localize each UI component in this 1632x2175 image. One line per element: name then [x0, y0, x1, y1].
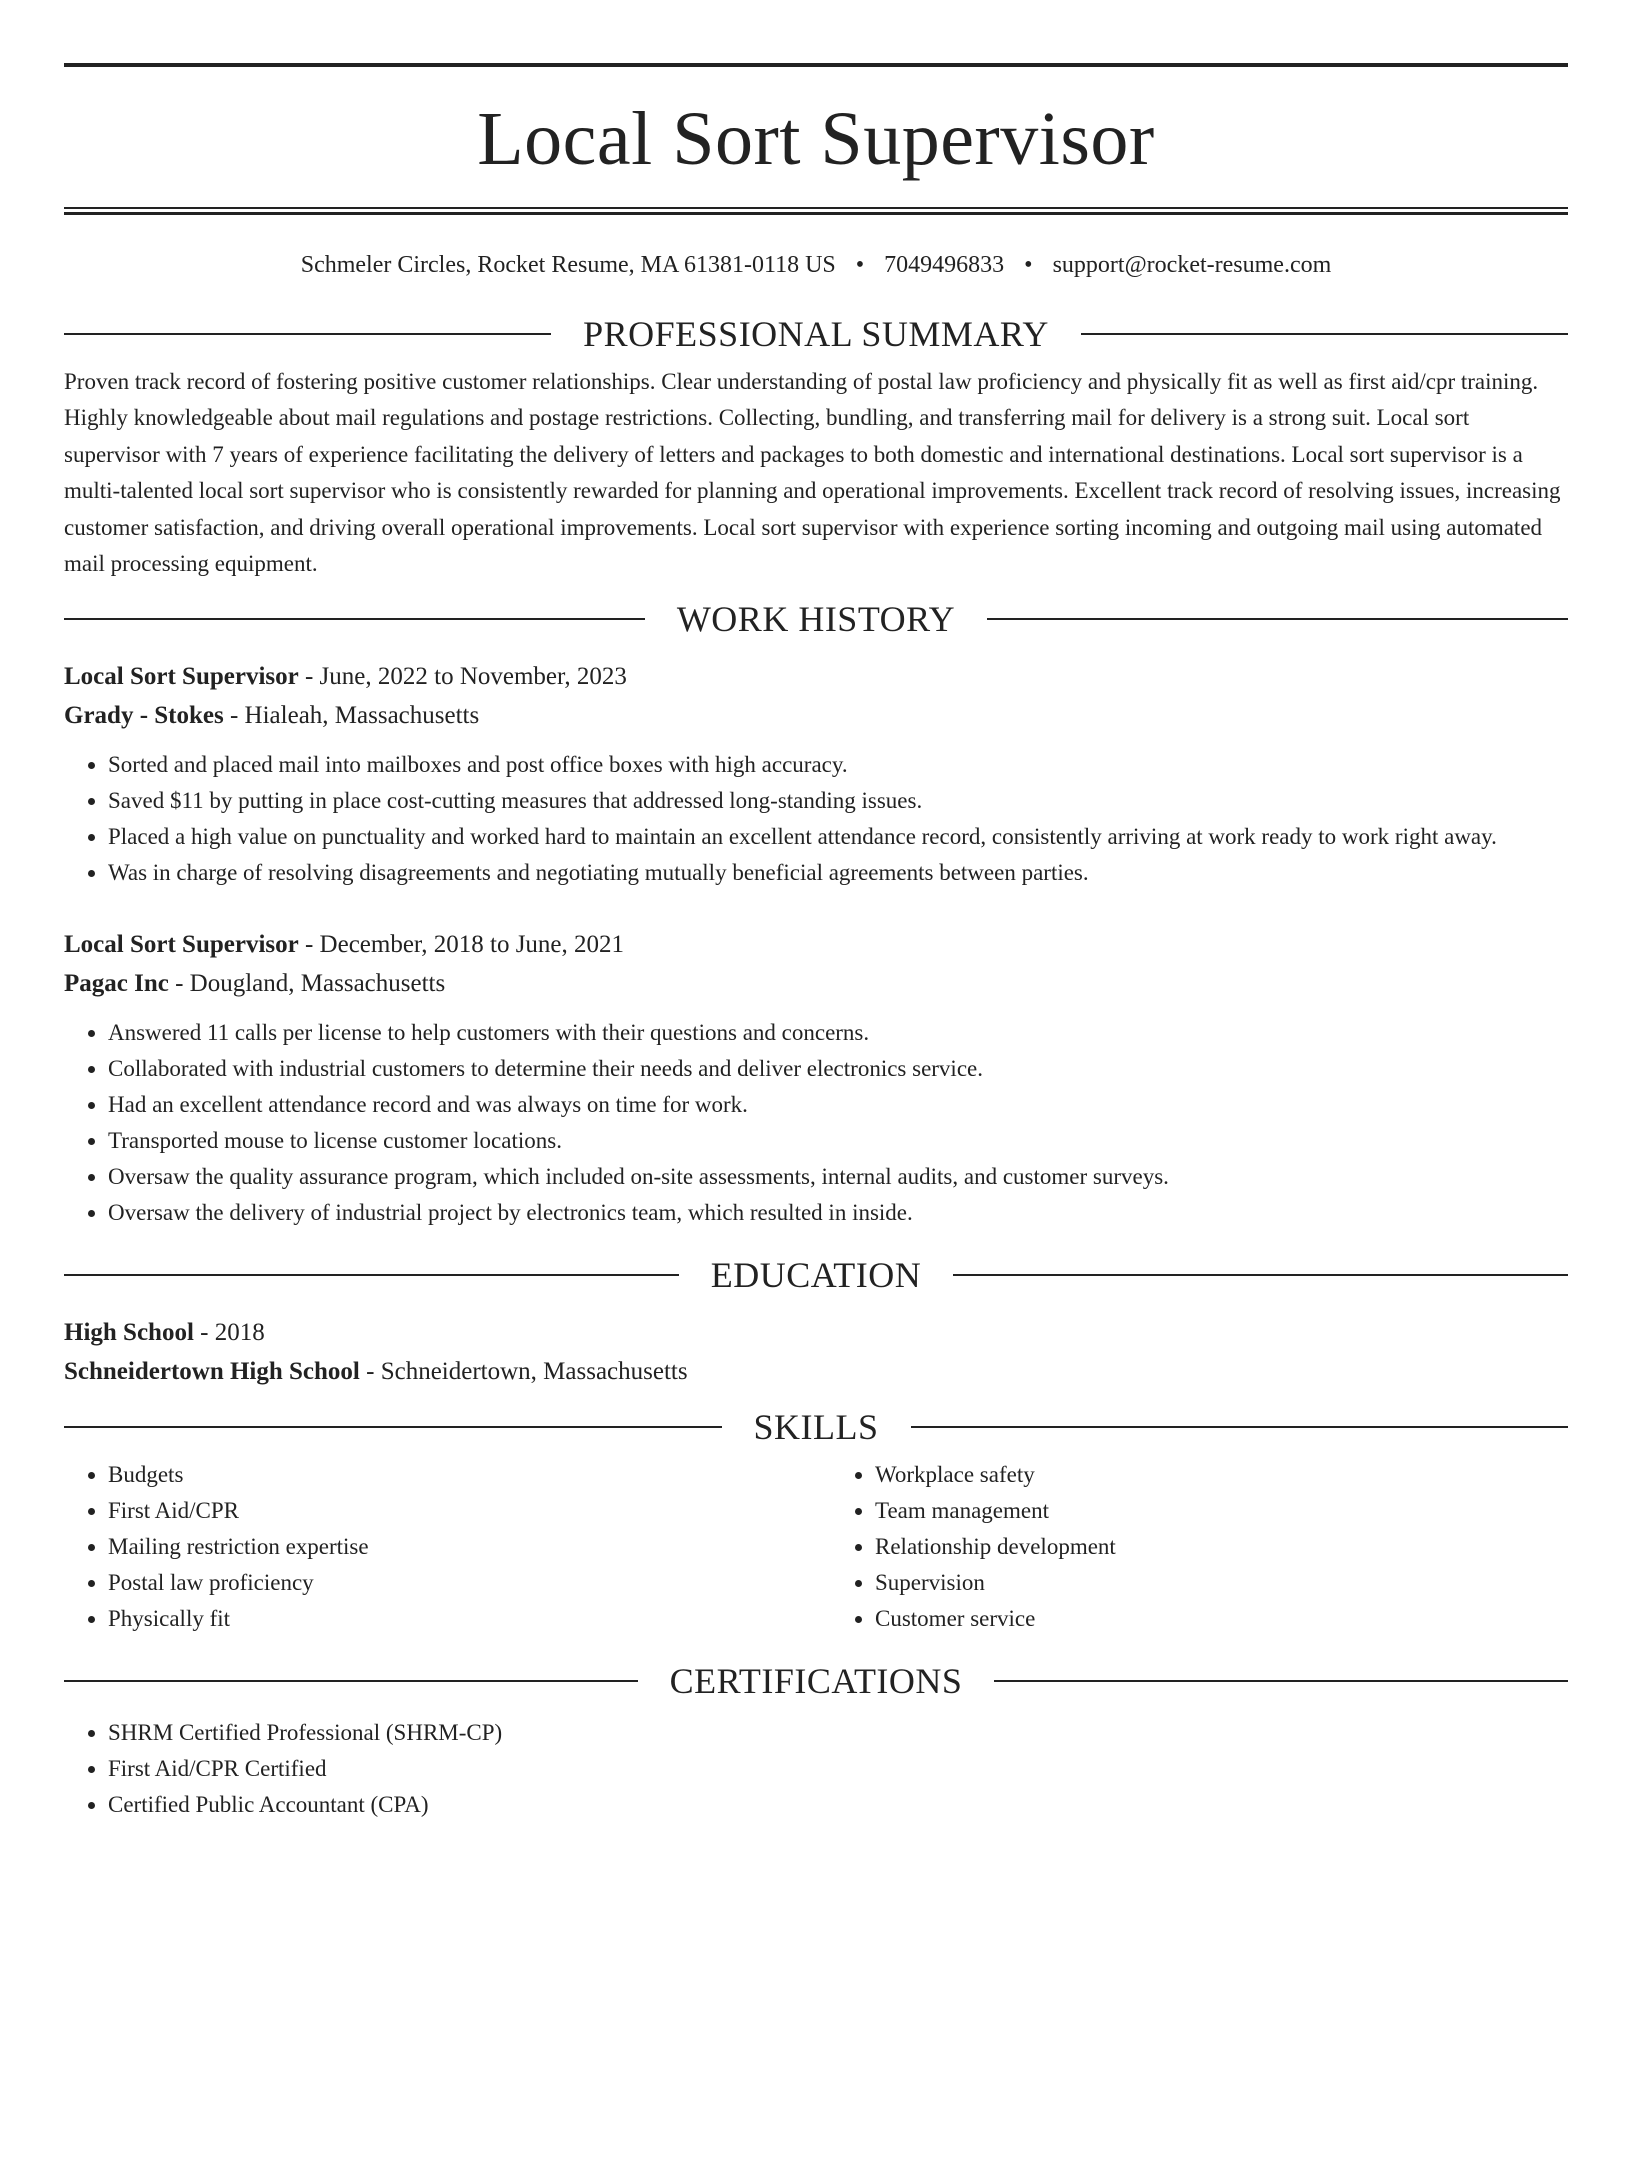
- section-title: SKILLS: [753, 1406, 879, 1447]
- job-entry: [64, 925, 1568, 1231]
- job-bullets: [64, 1015, 1568, 1231]
- education-school-line: [64, 1352, 1568, 1391]
- section-heading-summary: [64, 313, 1568, 354]
- education-degree-line: [64, 1313, 1568, 1352]
- header-double-rule: [64, 207, 1568, 215]
- list-item: • Had an excellent attendance record and was always on time for work.: [108, 1087, 1568, 1123]
- section-title: CERTIFICATIONS: [669, 1660, 963, 1701]
- list-item: • First Aid/CPR Certified: [108, 1751, 1568, 1787]
- list-item: • SHRM Certified Professional (SHRM-CP): [108, 1715, 1568, 1751]
- job-title-line: [64, 925, 1568, 964]
- section-heading-certifications: [64, 1660, 1568, 1701]
- list-item: • Transported mouse to license customer locations.: [108, 1123, 1568, 1159]
- list-item: • Supervision: [875, 1565, 1568, 1601]
- section-title: PROFESSIONAL SUMMARY: [583, 313, 1049, 354]
- summary-paragraph: Proven track record of fostering positive customer relationships. Clear understanding of postal law proficiency and physically fit as well as first aid/cpr training. Highly knowledgeable about mail regulations and postage restrictions. Collecting, bundling, and transferring mail for delivery is a strong suit. Local sort supervisor with 7 years of experience facilitating the delivery of letters and packages to both domestic and international destinations. Local sort supervisor is a multi-talented local sort supervisor who is consistently rewarded for planning and operational improvements. Excellent track record of resolving issues, increasing customer satisfaction, and driving overall operational improvements. Local sort supervisor with experience sorting incoming and outgoing mail using automated mail processing equipment.: [64, 368, 1561, 577]
- skills-list: [64, 1457, 1568, 1637]
- list-item: • Saved $11 by putting in place cost-cutting measures that addressed long-standing issues.: [108, 783, 1568, 819]
- list-item: • Oversaw the delivery of industrial project by electronics team, which resulted in inside.: [108, 1195, 1568, 1231]
- education-year: - 2018: [193, 1318, 265, 1346]
- job-bullets: [64, 747, 1568, 891]
- education-degree: High School: [64, 1318, 194, 1346]
- header-top-rule: [64, 63, 1568, 67]
- job-role: Local Sort Supervisor: [64, 662, 299, 690]
- skills-column-left: [64, 1457, 801, 1637]
- list-item: • Placed a high value on punctuality and worked hard to maintain an excellent attendance record, consistently arriving at work ready to work right away.: [108, 819, 1568, 855]
- contact-separator: •: [855, 252, 865, 278]
- job-role: Local Sort Supervisor: [64, 930, 299, 958]
- job-dates: - June, 2022 to November, 2023: [298, 662, 627, 690]
- job-company-line: [64, 696, 1568, 735]
- skills-column-right: [831, 1457, 1568, 1637]
- contact-email: support@rocket-resume.com: [1052, 252, 1332, 278]
- list-item: • Customer service: [875, 1601, 1568, 1637]
- list-item: • Certified Public Accountant (CPA): [108, 1787, 1568, 1823]
- job-location: - Dougland, Massachusetts: [168, 969, 446, 997]
- list-item: • Collaborated with industrial customers to determine their needs and deliver electronics service.: [108, 1051, 1568, 1087]
- certifications-list: [64, 1715, 1568, 1823]
- job-company: Pagac Inc: [64, 969, 169, 997]
- education-school: Schneidertown High School: [64, 1357, 360, 1385]
- list-item: • Was in charge of resolving disagreements and negotiating mutually beneficial agreements between parties.: [108, 855, 1568, 891]
- resume-page: [0, 63, 1632, 2175]
- list-item: • First Aid/CPR: [108, 1493, 801, 1529]
- list-item: • Mailing restriction expertise: [108, 1529, 801, 1565]
- list-item: • Answered 11 calls per license to help customers with their questions and concerns.: [108, 1015, 1568, 1051]
- contact-address: Schmeler Circles, Rocket Resume, MA 61381-0118 US: [300, 252, 836, 278]
- section-title: WORK HISTORY: [676, 598, 956, 639]
- job-entry: [64, 657, 1568, 891]
- list-item: • Physically fit: [108, 1601, 801, 1637]
- education-entry: [64, 1313, 1568, 1391]
- list-item: • Oversaw the quality assurance program, which included on-site assessments, internal audits, and customer surveys.: [108, 1159, 1568, 1195]
- job-company: Grady - Stokes: [64, 701, 224, 729]
- job-title-line: [64, 657, 1568, 696]
- job-location: - Hialeah, Massachusetts: [223, 701, 480, 729]
- list-item: • Budgets: [108, 1457, 801, 1493]
- contact-phone: 7049496833: [884, 252, 1005, 278]
- education-location: - Schneidertown, Massachusetts: [359, 1357, 688, 1385]
- list-item: • Relationship development: [875, 1529, 1568, 1565]
- job-dates: - December, 2018 to June, 2021: [298, 930, 625, 958]
- list-item: • Team management: [875, 1493, 1568, 1529]
- contact-separator: •: [1024, 252, 1033, 278]
- section-heading-education: [64, 1254, 1568, 1295]
- job-company-line: [64, 964, 1568, 1003]
- section-title: EDUCATION: [710, 1254, 922, 1295]
- list-item: • Sorted and placed mail into mailboxes and post office boxes with high accuracy.: [108, 747, 1568, 783]
- resume-title: Local Sort Supervisor: [477, 97, 1155, 181]
- list-item: • Workplace safety: [875, 1457, 1568, 1493]
- list-item: • Postal law proficiency: [108, 1565, 801, 1601]
- section-heading-skills: [64, 1406, 1568, 1447]
- section-heading-work-history: [64, 598, 1568, 639]
- contact-line: [64, 251, 1568, 280]
